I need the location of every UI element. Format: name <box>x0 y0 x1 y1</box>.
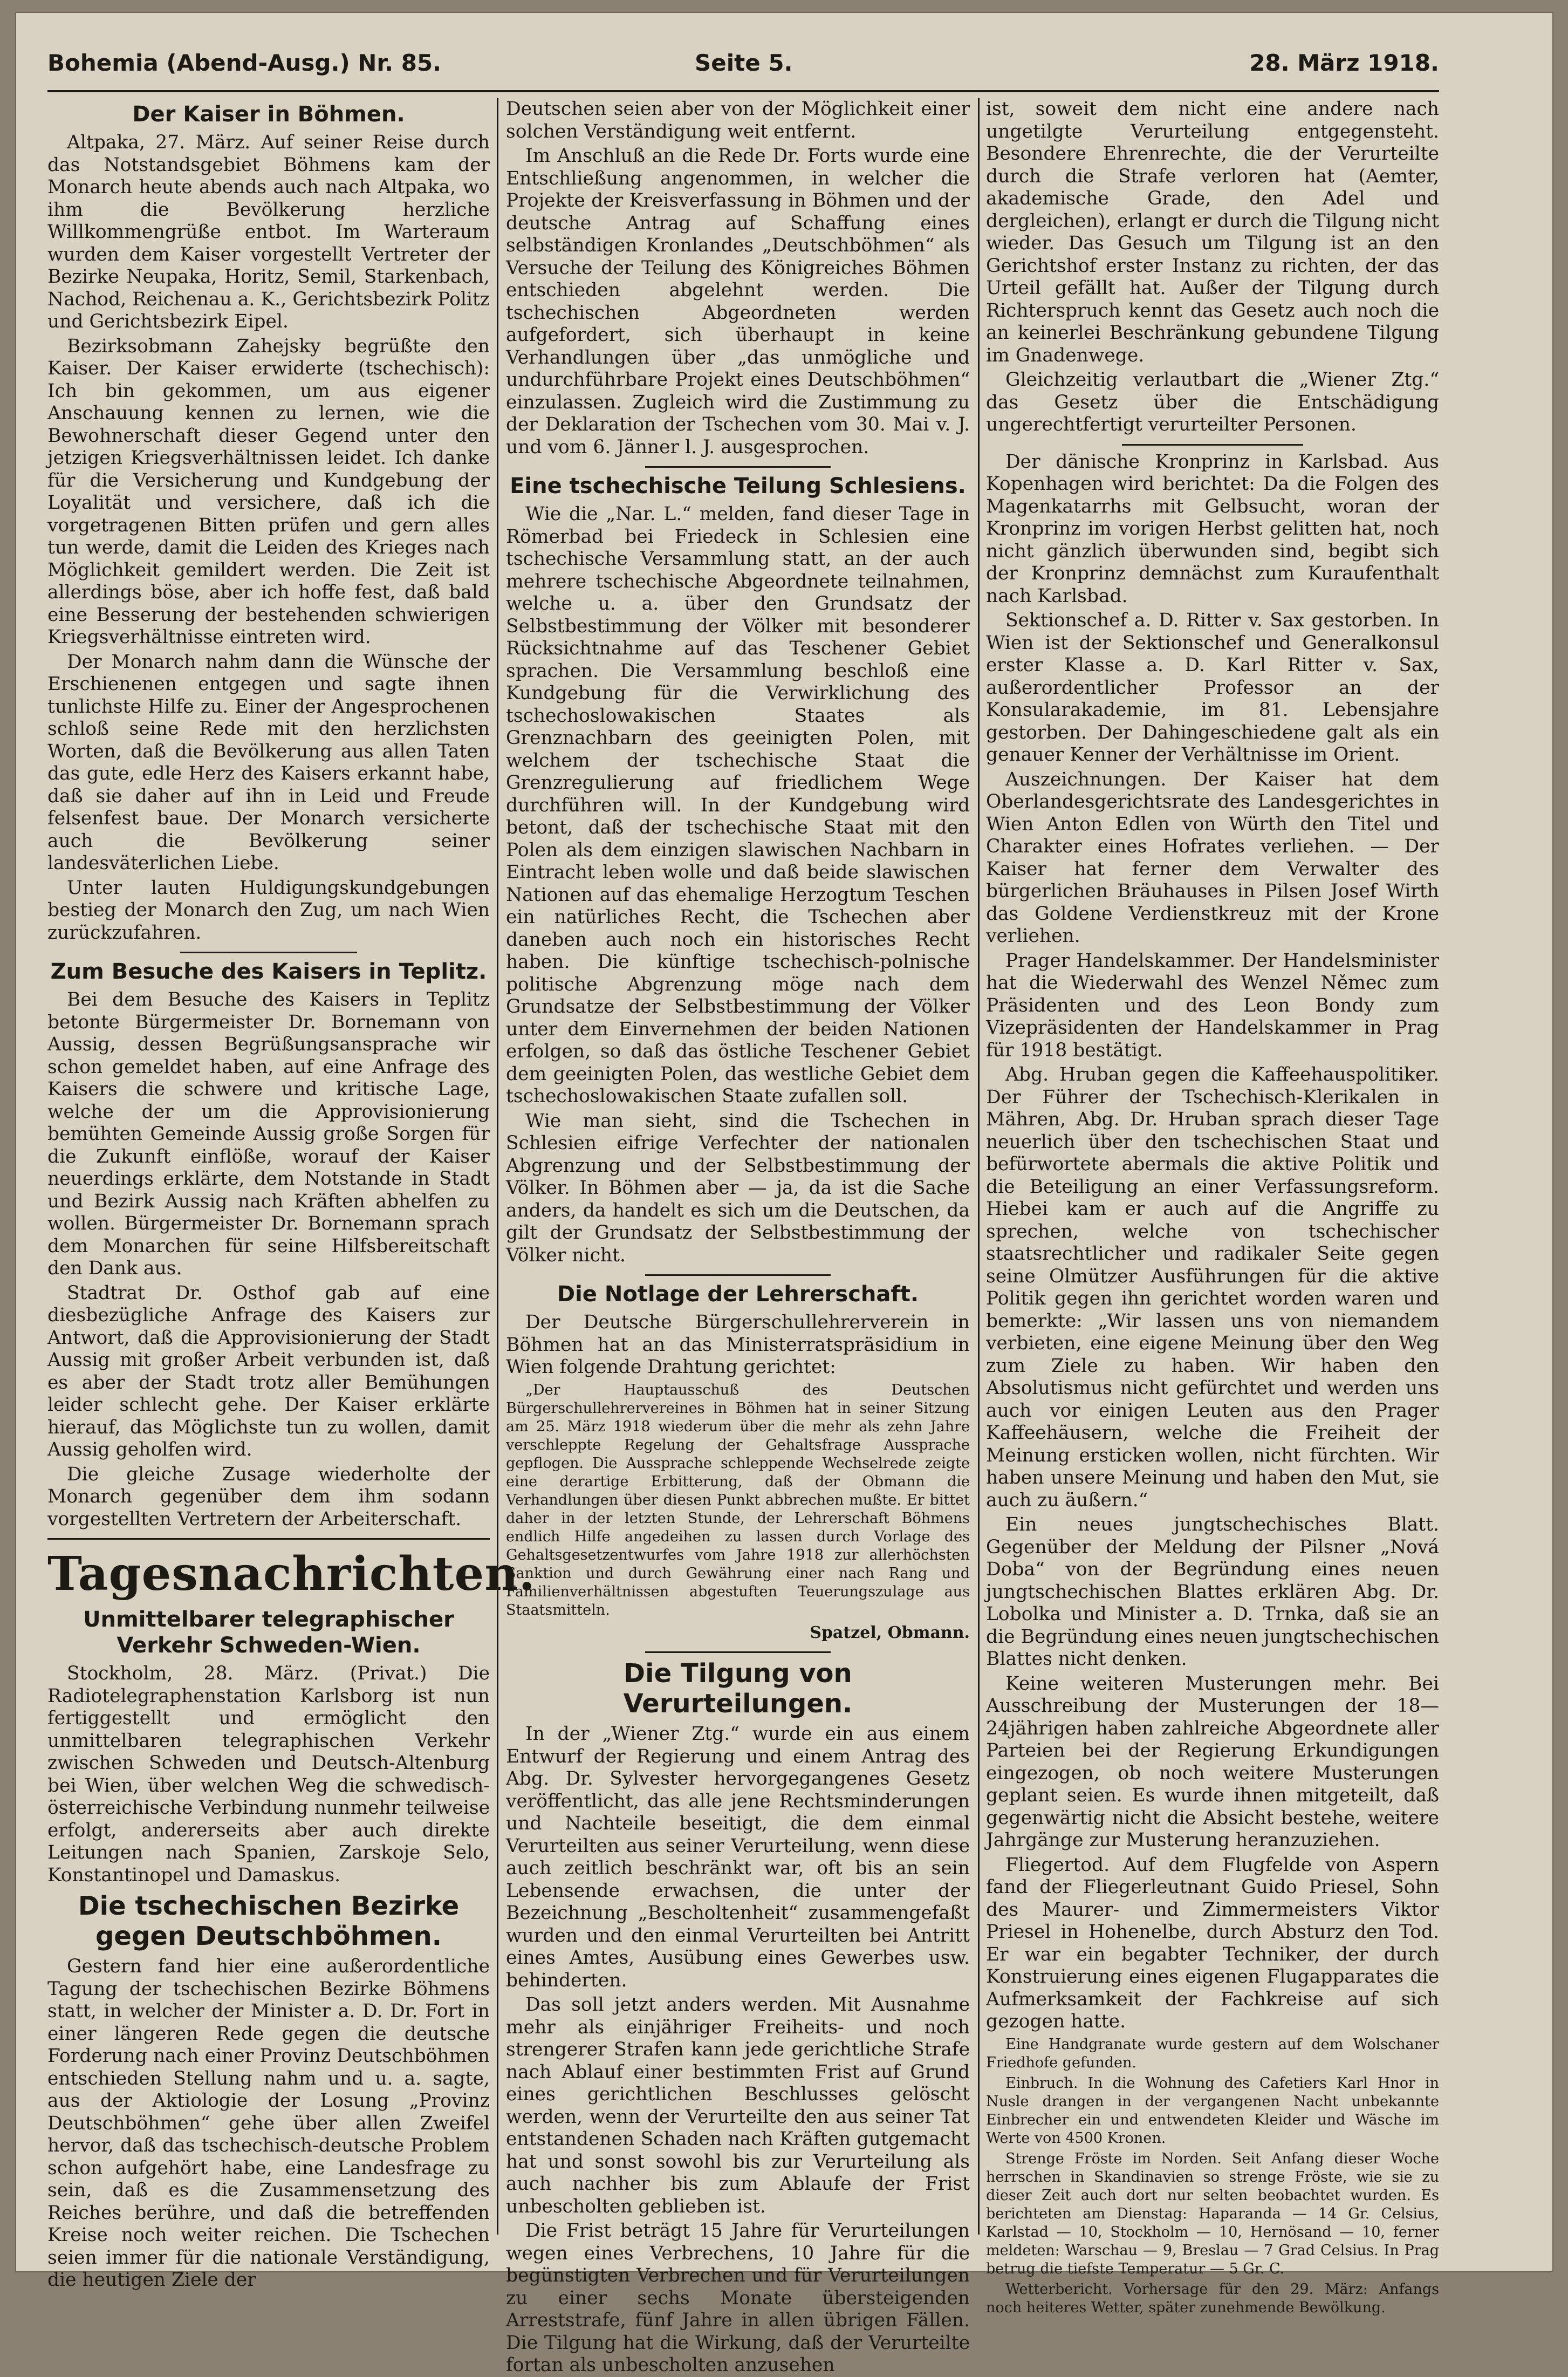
section-title-tagesnachrichten: Tagesnachrichten. <box>47 1547 536 1601</box>
article-paragraph: Altpaka, 27. März. Auf seiner Reise durch das Notstandsgebiet Böhmens kam der Monarch heute abends auch nach Altpaka, wo ihm die Bevölkerung herzliche Willkommengrüße entbot. Im Warteraum wurden dem Kaiser vorgestellt Vertreter der Bezirke Neupaka, Horitz, Semil, Starkenbach, Nachod, Reichenau a. K., Gerichtsbezirk Politz und Gerichtsbezirk Eipel. <box>47 132 490 332</box>
column-2 <box>506 98 970 2376</box>
section-rule <box>645 466 831 468</box>
article-paragraph: Bei dem Besuche des Kaisers in Teplitz betonte Bürgermeister Dr. Bornemann von Aussig, dessen Begrüßungsansprache wir schon gemeldet haben, auf eine Anfrage des Kaisers die schwere und kritische Lage, welche der um die Approvisionierung bemühten Gemeinde Aussig große Sorgen für die Zukunft einflöße, worauf der Kaiser neuerdings erklärte, dem Notstande in Stadt und Bezirk Aussig nach Kräften abhelfen zu wollen. Bürgermeister Dr. Bornemann sprach dem Monarchen für seine Hilfsbereitschaft den Dank aus. <box>47 989 490 1279</box>
article-title-lehrerschaft: Die Notlage der Lehrerschaft. <box>557 1282 919 1307</box>
news-item-wetterbericht: Wetterbericht. Vorhersage für den 29. März: Anfangs noch heiteres Wetter, später zunehmende Bewölkung. <box>986 2280 1439 2316</box>
section-rule <box>47 1538 490 1540</box>
section-rule <box>180 952 357 953</box>
article-paragraph: Im Anschluß an die Rede Dr. Forts wurde eine Entschließung angenommen, in welcher die Projekte der Kreisverfassung in Böhmen und der deutsche Antrag auf Schaffung eines selbständigen Kronlandes „Deutschböhmen“ als Versuche der Teilung des Königreiches Böhmen entschieden abgelehnt werden. Die tschechischen Abgeordneten werden aufgefordert, sich überhaupt in keine Verhandlungen über „das unmögliche und undurchführbare Projekt eines Deutschböhmen“ einzulassen. Zugleich wird die Zustimmung zu der Deklaration der Tschechen vom 30. Mai v. J. und vom 6. Jänner l. J. ausgesprochen. <box>506 145 970 458</box>
article-paragraph: Deutschen seien aber von der Möglichkeit einer solchen Verständigung weit entfernt. <box>506 98 970 142</box>
article-paragraph: Unter lauten Huldigungskundgebungen bestieg der Monarch den Zug, um nach Wien zurückzufahren. <box>47 877 490 944</box>
article-paragraph: In der „Wiener Ztg.“ wurde ein aus einem Entwurf der Regierung und einem Antrag des Abg. Dr. Sylvester hervorgegangenes Gesetz veröffentlicht, das alle jene Rechtsminderungen und Nachteile beseitigt, die dem einmal Verurteilten aus seiner Verurteilung, wenn diese auch zeitlich beschränkt war, oft bis an sein Lebensende erwachsen, die unter der Bezeichnung „Bescholtenheit“ zusammengefaßt wurden und den einmal Verurteilten bei Antritt eines Amtes, Ausübung eines Gewerbes usw. behinderten. <box>506 1723 970 1991</box>
column-1 <box>47 98 536 2291</box>
signature: Spatzel, Obmann. <box>810 1623 970 1642</box>
news-item-fliegertod: Fliegertod. Auf dem Flugfelde von Aspern fand der Fliegerleutnant Guido Priesel, Sohn des Maurer- und Zimmermeisters Viktor Priesel in Hohenelbe, durch Absturz den Tod. Er war ein begabter Techniker, der durch Konstruierung eines eigenen Flugapparates die Aufmerksamkeit der Fachkreise auf sich gezogen hatte. <box>986 1854 1439 2032</box>
column-divider-1 <box>497 98 498 2235</box>
section-rule <box>1122 444 1303 446</box>
news-item-hruban: Abg. Hruban gegen die Kaffeehauspolitiker. Der Führer der Tschechisch-Klerikalen in Mähren, Abg. Dr. Hruban sprach dieser Tage neuerlich über den tschechischen Staat und befürwortete abermals die aktive Politik und die Beteiligung an einer Verfassungsreform. Hiebei kam er auch auf die Angriffe zu sprechen, welche von tschechischer staatsrechtlicher und radikaler Seite gegen seine Olmützer Ausführungen für die aktive Politik gegen ihn gerichtet worden waren und bemerkte: „Wir lassen uns von niemandem verbieten, eine eigene Meinung über den Weg zum Ziele zu haben. Wir haben den Absolutismus nicht gefürchtet und werden uns auch vor einigen Leuten aus den Prager Kaffeehäusern, welche die Freiheit der Meinung ersticken wollen, nicht fürchten. Wir haben unsere Meinung und haben den Mut, sie auch zu äußern.“ <box>986 1064 1439 1511</box>
newspaper-page <box>15 12 1553 2376</box>
article-title-kaiser-boehmen: Der Kaiser in Böhmen. <box>132 102 405 127</box>
article-paragraph: Bezirksobmann Zahejsky begrüßte den Kaiser. Der Kaiser erwiderte (tschechisch): Ich bin gekommen, um aus eigener Anschauung kennen zu lernen, wie die Bewohnerschaft dieser Gegend unter den jetzigen Kriegsverhältnissen leidet. Ich danke für die Versicherung und Kundgebung der Loyalität und versichere, daß ich die vorgetragenen Bitten prüfen und gern alles tun werde, damit die Leiden des Krieges nach Möglichkeit gemildert werden. Die Zeit ist allerdings böse, aber ich hoffe fest, daß bald eine Besserung der bestehenden schwierigen Kriegsverhältnisse eintreten wird. <box>47 335 490 648</box>
section-rule <box>645 1274 831 1276</box>
article-paragraph: Das soll jetzt anders werden. Mit Ausnahme mehr als einjähriger Freiheits- und noch strengerer Strafen kann jede gerichtliche Strafe nach Ablauf einer bestimmten Frist auf Grund eines gerichtlichen Beschlusses gelöscht werden, wenn der Verurteilte den aus seiner Tat entstandenen Schaden nach Kräften gutgemacht hat und sonst sowohl bis zur Verurteilung als auch nachher bis zum Ablaufe der Frist unbescholten geblieben ist. <box>506 1994 970 2217</box>
news-item-auszeichnungen: Auszeichnungen. Der Kaiser hat dem Oberlandesgerichtsrate des Landesgerichtes in Wien Anton Edlen von Würth den Titel und Charakter eines Hofrates verliehen. — Der Kaiser hat ferner dem Verwalter des bürgerlichen Bräuhauses in Pilsen Josef Wirth das Goldene Verdienstkreuz mit der Krone verliehen. <box>986 768 1439 947</box>
article-paragraph: Stadtrat Dr. Osthof gab auf eine diesbezügliche Anfrage des Kaisers zur Antwort, daß die Approvisionierung der Stadt Aussig mit großer Arbeit verbunden ist, daß es aber der Stadt trotz aller Bemühungen leider schlecht gehe. Der Kaiser erklärte hierauf, das Möglichste tun zu wollen, damit Aussig geholfen wird. <box>47 1282 490 1460</box>
article-title-telegraph: Unmittelbarer telegraphischer Verkehr Schweden-Wien. <box>83 1607 454 1658</box>
news-item-blatt: Ein neues jungtschechisches Blatt. Gegenüber der Meldung der Pilsner „Nová Doba“ von der Begründung eines neuen jungtschechischen Blattes erklären Abg. Dr. Lobolka und Minister a. D. Trnka, daß sie an die Begründung eines neuen jungtschechischen Blattes nicht denken. <box>986 1514 1439 1670</box>
header-page-number: Seite 5. <box>695 50 793 76</box>
news-item-kronprinz: Der dänische Kronprinz in Karlsbad. Aus Kopenhagen wird berichtet: Da die Folgen des Magenkatarrhs mit Gelbsucht, woran der Kronprinz im vorigen Herbst gelitten hat, noch nicht gänzlich überwunden sind, begibt sich der Kronprinz demnächst zum Kuraufenthalt nach Karlsbad. <box>986 450 1439 607</box>
article-title-schlesien: Eine tschechische Teilung Schlesiens. <box>510 474 966 498</box>
article-title-tilgung: Die Tilgung von Verurteilungen. <box>623 1658 853 1719</box>
news-item-einbruch: Einbruch. In die Wohnung des Cafetiers Karl Hnor in Nusle drangen in der vergangenen Nacht unbekannte Einbrecher ein und entwendeten Kleider und Wäsche im Werte von 4500 Kronen. <box>986 2074 1439 2147</box>
news-item-musterungen: Keine weiteren Musterungen mehr. Bei Ausschreibung der Musterungen der 18—24jährigen haben zahlreiche Abgeordnete aller Parteien bei der Regierung Erkundigungen eingezogen, ob noch weitere Musterungen geplant seien. Es wurde ihnen mitgeteilt, daß gegenwärtig nicht die Absicht bestehe, weitere Jahrgänge zur Musterung heranzuziehen. <box>986 1672 1439 1851</box>
section-rule <box>645 1651 831 1653</box>
news-item-froeste: Strenge Fröste im Norden. Seit Anfang dieser Woche herrschen in Skandinavien so strenge Fröste, wie sie zu dieser Zeit auch dort nur selten beobachtet wurden. Es berichteten am Dienstag: Haparanda — 14 Gr. Celsius, Karlstad — 10, Stockholm — 10, Hernösand — 10, ferner meldeten: Warschau — 9, Breslau — 7 Grad Celsius. In Prag betrug die tiefste Temperatur — 5 Gr. C. <box>986 2150 1439 2277</box>
article-paragraph: Der Monarch nahm dann die Wünsche der Erschienenen entgegen und sagte ihnen tunlichste Hilfe zu. Einer der Angesprochenen schloß seine Rede mit den herzlichsten Worten, daß die Bevölkerung aus allen Taten das gute, edle Herz des Kaisers erkannt habe, daß sie daher auf ihn in Leid und Freude felsenfest baue. Der Monarch versicherte auch die Bevölkerung seiner landesväterlichen Liebe. <box>47 651 490 874</box>
header-edition: Bohemia (Abend-Ausg.) Nr. 85. <box>47 50 442 76</box>
article-title-teplitz: Zum Besuche des Kaisers in Teplitz. <box>50 959 487 984</box>
article-paragraph: Der Deutsche Bürgerschullehrerverein in Böhmen hat an das Ministerratspräsidium in Wien folgende Drahtung gerichtet: <box>506 1312 970 1378</box>
column-3 <box>986 98 1439 2316</box>
article-paragraph: Die gleiche Zusage wiederholte der Monarch gegenüber dem ihm sodann vorgestellten Vertretern der Arbeiterschaft. <box>47 1463 490 1530</box>
header-date: 28. März 1918. <box>1249 50 1439 76</box>
page-header <box>47 39 1439 82</box>
article-paragraph: Wie die „Nar. L.“ melden, fand dieser Tage in Römerbad bei Friedeck in Schlesien eine tschechische Versammlung statt, an der auch mehrere tschechische Abgeordnete teilnahmen, welche u. a. über den Grundsatz der Selbstbestimmung der Völker mit besonderer Rücksichtnahme auf das Teschener Gebiet sprachen. Die Versammlung beschloß eine Kundgebung für die Verwirklichung des tschechoslowakischen Staates als Grenznachbarn des geeinigten Polen, mit welchem der tschechische Staat die Grenzregulierung auf friedlichem Wege durchführen will. In der Kundgebung wird betont, daß der tschechische Staat mit den Polen als dem einzigen slawischen Nachbarn in Eintracht leben wolle und daß beide slawischen Nationen auf das ehemalige Herzogtum Teschen ein natürliches Recht, die Tschechen aber daneben auch noch ein historisches Recht haben. Die künftige tschechisch-polnische politische Abgrenzung möge nach dem Grundsatze der Selbstbestimmung der Völker unter dem Einvernehmen der beiden Nationen erfolgen, so daß das östliche Teschener Gebiet dem geeinigten Polen, das westliche Gebiet dem tschechoslowakischen Staate zufallen soll. <box>506 503 970 1107</box>
news-item-sax: Sektionschef a. D. Ritter v. Sax gestorben. In Wien ist der Sektionschef und Generalkonsul erster Klasse a. D. Karl Ritter v. Sax, außerordentlicher Professor an der Konsularakademie, im 81. Lebensjahre gestorben. Der Dahingeschiedene galt als ein genauer Kenner der Verhältnisse im Orient. <box>986 610 1439 766</box>
news-item-handelskammer: Prager Handelskammer. Der Handelsminister hat die Wiederwahl des Wenzel Němec zum Präsidenten und des Leon Bondy zum Vizepräsidenten der Handelskammer in Prag für 1918 bestätigt. <box>986 950 1439 1061</box>
article-paragraph: Die Frist beträgt 15 Jahre für Verurteilungen wegen eines Verbrechens, 10 Jahre für die begünstigten Verbrechen und für Verurteilungen zu einer sechs Monate übersteigenden Arreststrafe, fünf Jahre in allen übrigen Fällen. Die Tilgung hat die Wirkung, daß der Verurteilte fortan als unbescholten anzusehen <box>506 2220 970 2376</box>
header-rule <box>47 90 1439 92</box>
article-paragraph: Wie man sieht, sind die Tschechen in Schlesien eifrige Verfechter der nationalen Abgrenzung und der Selbstbestimmung der Völker. In Böhmen aber — ja, da ist die Sache anders, da handelt es sich um die Deutschen, da gilt der Grundsatz der Selbstbestimmung der Völker nicht. <box>506 1110 970 1266</box>
article-title-tschechische-bezirke: Die tschechischen Bezirke gegen Deutschböhmen. <box>78 1891 460 1951</box>
news-item-handgranate: Eine Handgranate wurde gestern auf dem Wolschaner Friedhofe gefunden. <box>986 2036 1439 2071</box>
column-divider-2 <box>978 98 980 2235</box>
article-paragraph: Gestern fand hier eine außerordentliche Tagung der tschechischen Bezirke Böhmens statt, in welcher der Minister a. D. Dr. Fort in einer längeren Rede gegen die deutsche Forderung nach einer Provinz Deutschböhmen entschieden Stellung nahm und u. a. sagte, aus der Aktiologie der Losung „Provinz Deutschböhmen“ gehe über allen Zweifel hervor, daß das tschechisch-deutsche Problem schon aufgehört habe, eine Landesfrage zu sein, daß es die Zusammensetzung des Reiches berühre, und daß die betreffenden Kreise noch weiter reichen. Die Tschechen seien immer für die nationale Verständigung, die heutigen Ziele der <box>47 1956 490 2291</box>
article-paragraph: Stockholm, 28. März. (Privat.) Die Radiotelegraphenstation Karlsborg ist nun fertiggestellt und ermöglicht den unmittelbaren telegraphischen Verkehr zwischen Schweden und Deutsch-Altenburg bei Wien, über welchen Weg die schwedisch-österreichische Verbindung nunmehr teilweise erfolgt, andererseits aber auch direkte Leitungen nach Spanien, Zarskoje Selo, Konstantinopel und Damaskus. <box>47 1663 490 1886</box>
article-paragraph: ist, soweit dem nicht eine andere nach ungetilgte Verurteilung entgegensteht. Besondere Ehrenrechte, die der Verurteilte durch die Strafe verloren hat (Aemter, akademische Grade, den Adel und dergleichen), erlangt er durch die Tilgung nicht wieder. Das Gesuch um Tilgung ist an den Gerichtshof erster Instanz zu richten, der das Urteil gefällt hat. Außer der Tilgung durch Richterspruch kennt das Gesetz auch noch die an keinerlei Beschränkung gebundene Tilgung im Gnadenwege. <box>986 98 1439 366</box>
telegram-text: „Der Hauptausschuß des Deutschen Bürgerschullehrervereines in Böhmen hat in seiner Sitzung am 25. März 1918 wiederum über die mehr als zehn Jahre verschleppte Regelung der Gehaltsfrage Aussprache gepflogen. Die Aussprache schleppende Wechselrede zeigte eine derartige Erbitterung, daß der Obmann die Verhandlungen über diesen Punkt abbrechen mußte. Er bittet daher in der letzten Stunde, der Lehrerschaft Böhmens endlich Hilfe angedeihen zu lassen durch Vorlage des Gehaltsgesetzentwurfes vom Jahre 1918 zur allerhöchsten Sanktion und durch Gewährung einer nach Rang und Familienverhältnissen abgestuften Teuerungszulage aus Staatsmitteln. <box>506 1381 970 1618</box>
article-paragraph: Gleichzeitig verlautbart die „Wiener Ztg.“ das Gesetz über die Entschädigung ungerechtfertigt verurteilter Personen. <box>986 369 1439 435</box>
